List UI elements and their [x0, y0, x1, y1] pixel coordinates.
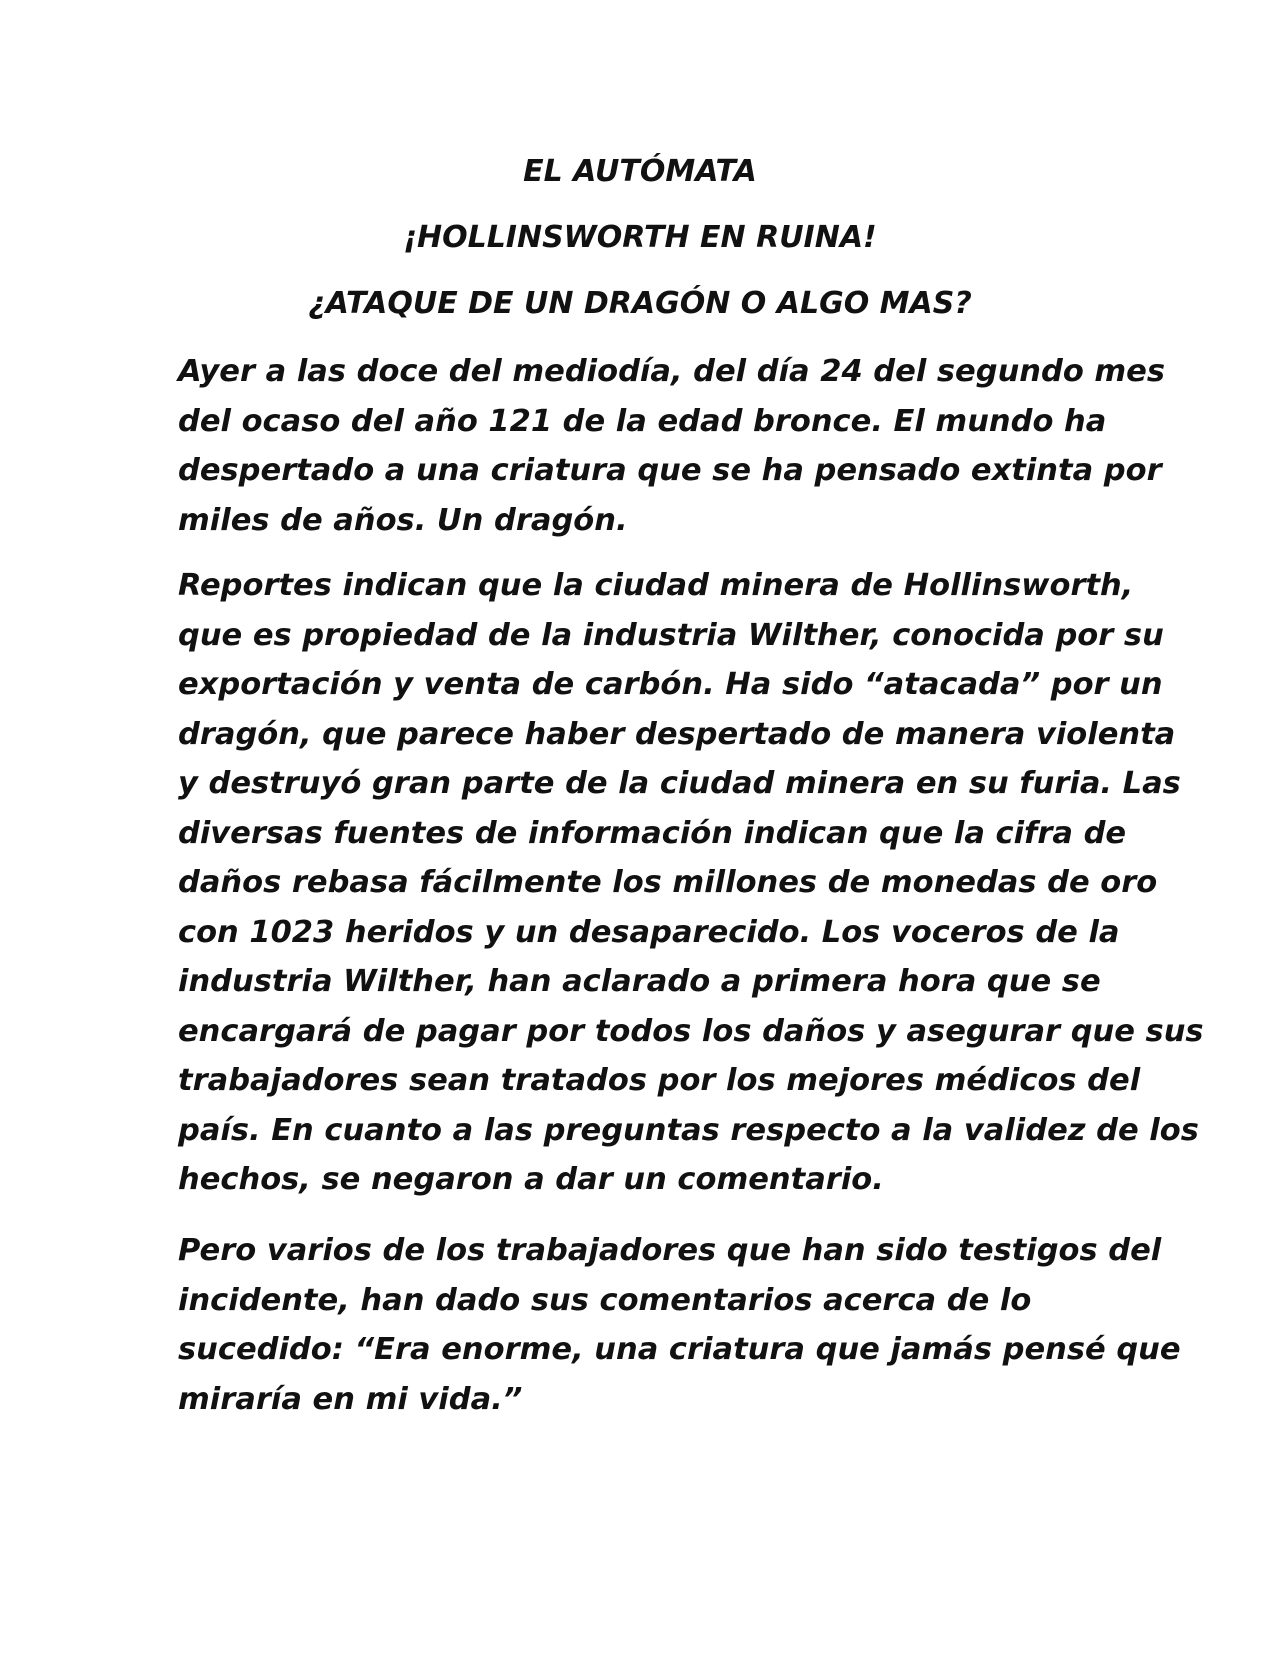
text-line: Pero varios de los trabajadores que han sido testigos del	[178, 1233, 1162, 1268]
text-line: trabajadores sean tratados por los mejores médicos del	[178, 1063, 1141, 1098]
paragraph-2	[178, 561, 1204, 1205]
headline: ¡HOLLINSWORTH EN RUINA!	[403, 220, 877, 255]
text-line: con 1023 heridos y un desaparecido. Los voceros de la	[178, 914, 1120, 950]
text-line: dragón, que parece haber despertado de manera violenta	[178, 716, 1176, 752]
text-line: del ocaso del año 121 de la edad bronce. El mundo ha	[178, 403, 1107, 439]
text-line: país. En cuanto a las preguntas respecto a la validez de los	[178, 1112, 1199, 1148]
text-line: despertado a una criatura que se ha pensado extinta por	[178, 453, 1162, 488]
text-line: miles de años. Un dragón.	[178, 502, 628, 538]
text-line: incidente, han dado sus comentarios acerca de lo	[178, 1282, 1032, 1318]
text-line: industria Wilther, han aclarado a primera hora que se	[178, 964, 1101, 999]
text-line: exportación y venta de carbón. Ha sido “atacada” por un	[178, 667, 1163, 702]
paragraph-1	[178, 347, 1166, 545]
text-line: Reportes indican que la ciudad minera de Hollinsworth,	[178, 568, 1134, 603]
subheadline: ¿ATAQUE DE UN DRAGÓN O ALGO MAS?	[308, 286, 972, 321]
text-line: daños rebasa fácilmente los millones de monedas de oro	[178, 865, 1158, 900]
text-line: Ayer a las doce del mediodía, del día 24 del segundo mes	[178, 354, 1166, 389]
text-line: miraría en mi vida.”	[178, 1381, 523, 1417]
paragraph-3	[178, 1226, 1181, 1424]
document-title: EL AUTÓMATA	[523, 154, 757, 189]
text-line: hechos, se negaron a dar un comentario.	[178, 1162, 884, 1197]
text-line: sucedido: “Era enorme, una criatura que jamás pensé que	[178, 1332, 1181, 1367]
text-line: y destruyó gran parte de la ciudad minera en su furia. Las	[178, 766, 1181, 801]
text-line: que es propiedad de la industria Wilther, conocida por su	[178, 617, 1164, 653]
text-line: diversas fuentes de información indican que la cifra de	[178, 815, 1127, 851]
text-line: encargará de pagar por todos los daños y asegurar que sus	[178, 1013, 1204, 1049]
